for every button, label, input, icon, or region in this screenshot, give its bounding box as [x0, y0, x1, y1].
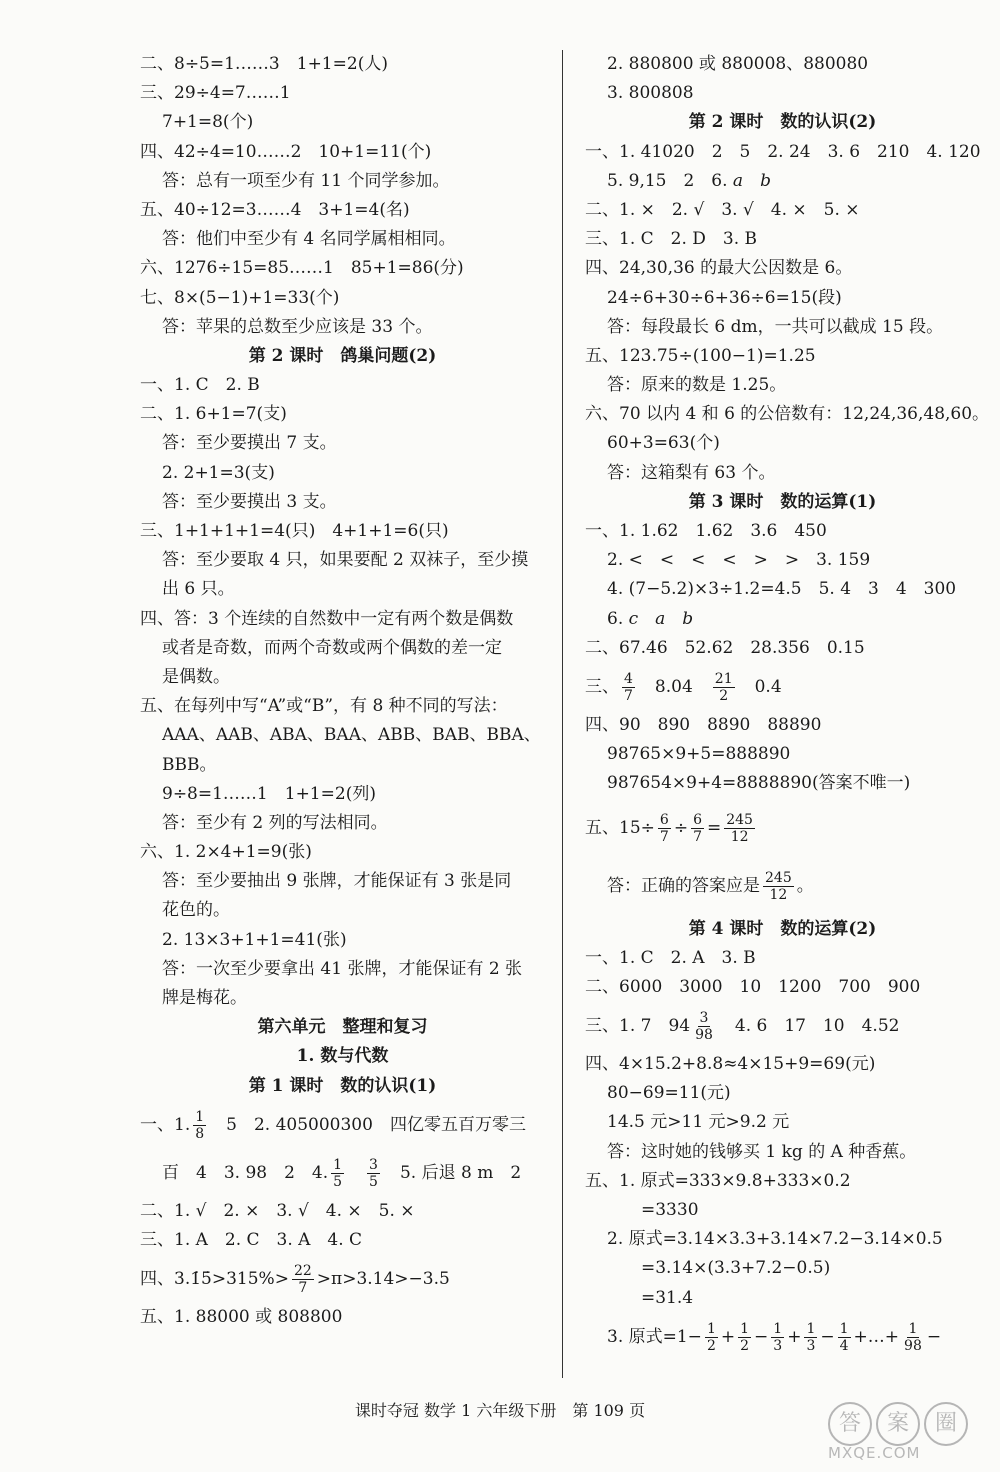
denominator: 12	[730, 828, 749, 845]
denominator: 98	[695, 1027, 713, 1044]
section-heading: 第 2 课时 数的认识(2)	[688, 112, 877, 133]
answer-line: 四、24,30,36 的最大公因数是 6。	[585, 258, 853, 279]
answer-line: 2. 2+1=3(支)	[162, 462, 275, 483]
denominator: 4	[839, 1337, 849, 1354]
answer-line: 五、在每列中写“A”或“B”，有 8 种不同的写法：	[140, 696, 508, 717]
answer-line: 出 6 只。	[162, 579, 235, 600]
text-run: 五、15÷	[585, 817, 655, 838]
text-run: 四、3.1̇5̇>315%>	[140, 1269, 289, 1290]
answer-line: 答：苹果的总数至少应该是 33 个。	[162, 316, 433, 337]
text-run: 4. 6 17 10 4.52	[717, 1016, 900, 1037]
answer-line: 答：每段最长 6 dm，一共可以截成 15 段。	[607, 316, 944, 337]
answer-line: 98765×9+5=888890	[607, 744, 791, 765]
fraction	[693, 1010, 715, 1043]
text-run: 百 4 3. 98 2 4.	[162, 1162, 329, 1183]
numerator: 1	[839, 1320, 849, 1337]
answer-line	[140, 1149, 545, 1197]
denominator: 3	[806, 1337, 816, 1354]
answer-line	[585, 663, 980, 711]
answer-line: 答：这箱梨有 63 个。	[607, 462, 776, 483]
fraction	[838, 1321, 851, 1354]
text-run	[743, 171, 760, 191]
text-run: 3. 原式=1−	[607, 1326, 702, 1347]
text-run: 答：正确的答案应是	[607, 875, 760, 896]
answer-line: 四、42÷4=10……2 10+1=11(个)	[140, 141, 432, 162]
text-run: 三、	[585, 676, 619, 697]
answer-line: 或者是奇数，而两个奇数或两个偶数的差一定	[162, 637, 502, 658]
answer-line: 一、1. 1.62 1.62 3.6 450	[585, 521, 827, 541]
answer-line	[140, 1101, 545, 1149]
numerator: 3	[699, 1010, 709, 1027]
fraction	[331, 1157, 344, 1190]
answer-line: 答：至少要抽出 9 张牌，才能保证有 3 张是同	[162, 871, 512, 892]
answer-line	[585, 1313, 980, 1361]
variable: a	[655, 608, 666, 629]
text-run: −	[754, 1326, 769, 1347]
text-run	[665, 609, 682, 629]
answer-line: 答：至少要摸出 3 支。	[162, 491, 337, 512]
fraction	[691, 812, 704, 845]
numerator: 245	[726, 811, 753, 828]
text-run: 一、1.	[140, 1114, 191, 1135]
fraction	[658, 812, 671, 845]
watermark-char: 案	[876, 1402, 920, 1446]
answer-line: 60+3=63(个)	[607, 433, 720, 454]
answer-line: 一、1. C 2. A 3. B	[585, 947, 756, 968]
watermark-url: MXQE.COM	[828, 1444, 921, 1462]
text-run: 0.4	[737, 676, 782, 697]
answer-line: 六、1. 2×4+1=9(张)	[140, 842, 312, 863]
answer-line: 五、1. 88000 或 808800	[140, 1307, 343, 1328]
variable: b	[760, 170, 771, 191]
answer-line: 花色的。	[162, 900, 230, 921]
answer-line	[585, 605, 980, 634]
watermark-logo	[818, 1400, 978, 1462]
numerator: 1	[740, 1320, 750, 1337]
answer-line: 四、90 890 8890 88890	[585, 714, 822, 735]
answer-line	[140, 1255, 545, 1303]
answer-line: 2. < < < < > > 3. 159	[607, 550, 871, 571]
right-answer-column	[585, 50, 990, 1361]
answer-line: 二、1. √ 2. × 3. √ 4. × 5. ×	[140, 1200, 415, 1221]
page-footer: 课时夺冠 数学 1 六年级下册 第 109 页	[354, 1401, 646, 1420]
answer-line: 2. 880800 或 880008、880080	[607, 54, 869, 74]
section-heading: 第 1 课时 数的认识(1)	[248, 1075, 437, 1096]
numerator: 1	[806, 1320, 816, 1337]
text-run: ÷	[673, 817, 689, 838]
answer-line: 二、67.46 52.62 28.356 0.15	[585, 637, 865, 658]
answer-line: 987654×9+4=8888890(答案不唯一)	[607, 773, 911, 794]
answer-line: 3. 800808	[607, 83, 694, 104]
answer-line: AAA、AAB、ABA、BAA、ABB、BAB、BBA、	[162, 725, 541, 746]
answer-line: 答：至少有 2 列的写法相同。	[162, 812, 388, 833]
numerator: 22	[293, 1263, 312, 1280]
answer-line: 是偶数。	[162, 666, 230, 687]
numerator: 245	[765, 869, 792, 886]
text-run: 。	[796, 875, 814, 896]
variable: b	[682, 608, 694, 629]
section-heading: 第 2 课时 鸽巢问题(2)	[248, 345, 437, 366]
answer-line: 五、1. 原式=333×9.8+333×0.2	[585, 1170, 851, 1191]
section-heading: 第六单元 整理和复习	[257, 1017, 428, 1038]
answer-line: 二、1. × 2. √ 3. √ 4. × 5. ×	[585, 199, 860, 220]
numerator: 1	[773, 1320, 783, 1337]
answer-line: 答：至少要取 4 只，如果要配 2 双袜子，至少摸	[162, 550, 529, 571]
fraction	[193, 1109, 206, 1142]
denominator: 5	[333, 1173, 343, 1190]
column-divider	[562, 50, 563, 1378]
answer-line	[585, 167, 980, 196]
numerator: 1	[706, 1320, 716, 1337]
answer-line	[585, 857, 980, 915]
answer-line: 三、1. C 2. D 3. B	[585, 229, 758, 250]
answer-line: BBB。	[162, 754, 217, 775]
section-heading: 第 3 课时 数的运算(1)	[688, 491, 877, 512]
text-run: −	[820, 1326, 835, 1347]
fraction	[738, 1321, 751, 1354]
answer-line: 答：至少要摸出 7 支。	[162, 433, 337, 454]
fraction	[804, 1321, 817, 1354]
fraction	[705, 1321, 718, 1354]
answer-line: 一、1. 41020 2 5 2. 24 3. 6 210 4. 120	[585, 141, 981, 162]
text-run: 5 2. 405000300 四亿零五百万零三	[209, 1114, 526, 1135]
fraction	[622, 671, 635, 704]
answer-line: 2. 原式=3.14×3.3+3.14×7.2−3.14×0.5	[607, 1229, 943, 1250]
text-run: 三、1. 7 94	[585, 1016, 691, 1037]
numerator: 4	[624, 670, 633, 687]
answer-line: 五、123.75÷(100−1)=1.25	[585, 345, 816, 366]
answer-line	[585, 799, 980, 857]
denominator: 5	[369, 1173, 378, 1190]
answer-line: 三、29÷4=7……1	[140, 83, 291, 104]
fraction	[713, 671, 735, 704]
left-answer-column	[140, 50, 545, 1332]
fraction	[724, 812, 755, 845]
text-run: −	[926, 1326, 942, 1347]
fraction	[771, 1321, 784, 1354]
text-run: +	[787, 1326, 802, 1347]
watermark-char: 圈	[924, 1402, 968, 1446]
numerator: 3	[369, 1156, 378, 1173]
denominator: 7	[624, 687, 633, 704]
answer-line	[585, 1002, 980, 1050]
watermark-char: 答	[828, 1402, 872, 1446]
fraction	[367, 1157, 380, 1190]
text-run: 8.04	[637, 676, 710, 697]
answer-line: 9÷8=1……1 1+1=2(列)	[162, 783, 376, 804]
answer-line: 答：他们中至少有 4 名同学属相相同。	[162, 229, 456, 250]
answer-line: 四、答：3 个连续的自然数中一定有两个数是偶数	[140, 608, 514, 629]
answer-line: 24÷6+30÷6+36÷6=15(段)	[607, 287, 842, 308]
text-run	[347, 1163, 364, 1183]
answer-line: 二、6000 3000 10 1200 700 900	[585, 976, 921, 997]
answer-line: 牌是梅花。	[162, 988, 247, 1008]
text-run: =	[706, 817, 722, 838]
answer-line: 答：总有一项至少有 11 个同学参加。	[162, 170, 450, 191]
answer-line: 五、40÷12=3……4 3+1=4(名)	[140, 199, 410, 220]
numerator: 6	[693, 811, 702, 828]
answer-line: 六、1276÷15=85……1 85+1=86(分)	[140, 258, 464, 279]
denominator: 3	[773, 1337, 783, 1354]
denominator: 2	[719, 687, 729, 704]
denominator: 7	[298, 1280, 308, 1297]
fraction	[763, 870, 794, 903]
answer-line: 80−69=11(元)	[607, 1083, 731, 1104]
variable: c	[628, 608, 639, 629]
numerator: 6	[659, 811, 669, 828]
text-run: 5. 9,15 2 6.	[607, 170, 733, 191]
denominator: 12	[769, 886, 788, 903]
answer-line: 7+1=8(个)	[162, 112, 254, 133]
answer-line: 七、8×(5−1)+1=33(个)	[140, 287, 340, 308]
numerator: 1	[908, 1320, 918, 1337]
answer-line: 4. (7−5.2)×3÷1.2=4.5 5. 4 3 4 300	[607, 579, 957, 600]
fraction	[292, 1263, 314, 1296]
denominator: 98	[904, 1337, 922, 1354]
answer-line: 六、70 以内 4 和 6 的公倍数有：12,24,36,48,60。	[585, 404, 990, 425]
answer-line: 二、8÷5=1……3 1+1=2(人)	[140, 54, 388, 74]
answer-line: =3330	[607, 1200, 699, 1220]
text-run: +…+	[853, 1326, 900, 1347]
answer-line: 三、1+1+1+1=4(只) 4+1+1=6(只)	[140, 521, 449, 541]
variable: a	[732, 170, 744, 191]
answer-line: 2. 13×3+1+1=41(张)	[162, 929, 347, 950]
text-run: 6.	[607, 608, 629, 629]
denominator: 8	[195, 1125, 205, 1142]
fraction	[902, 1321, 924, 1354]
text-run: >π>3.14>−3.5	[316, 1269, 450, 1290]
section-heading: 1. 数与代数	[296, 1046, 389, 1067]
denominator: 7	[659, 828, 669, 845]
answer-line: =3.14×(3.3+7.2−0.5)	[607, 1258, 831, 1279]
section-heading: 第 4 课时 数的运算(2)	[688, 918, 877, 939]
answer-line: 三、1. A 2. C 3. A 4. C	[140, 1229, 363, 1250]
answer-line: 一、1. C 2. B	[140, 375, 260, 396]
denominator: 7	[693, 828, 702, 845]
answer-line: 答：这时她的钱够买 1 kg 的 A 种香蕉。	[607, 1141, 917, 1162]
numerator: 1	[333, 1156, 343, 1173]
numerator: 21	[714, 670, 733, 687]
answer-line: 答：一次至少要拿出 41 张牌，才能保证有 2 张	[162, 958, 523, 979]
denominator: 2	[706, 1337, 716, 1354]
answer-line: 答：原来的数是 1.25。	[607, 375, 787, 396]
text-run: +	[720, 1326, 736, 1347]
answer-line: 14.5 元>11 元>9.2 元	[607, 1112, 790, 1133]
denominator: 2	[740, 1337, 750, 1354]
answer-line: =31.4	[607, 1287, 694, 1308]
text-run	[638, 609, 655, 629]
answer-line: 二、1. 6+1=7(支)	[140, 404, 287, 425]
text-run: 5. 后退 8 m 2	[382, 1162, 522, 1183]
numerator: 1	[195, 1108, 205, 1125]
answer-line: 四、4×15.2+8.8≈4×15+9=69(元)	[585, 1054, 876, 1075]
